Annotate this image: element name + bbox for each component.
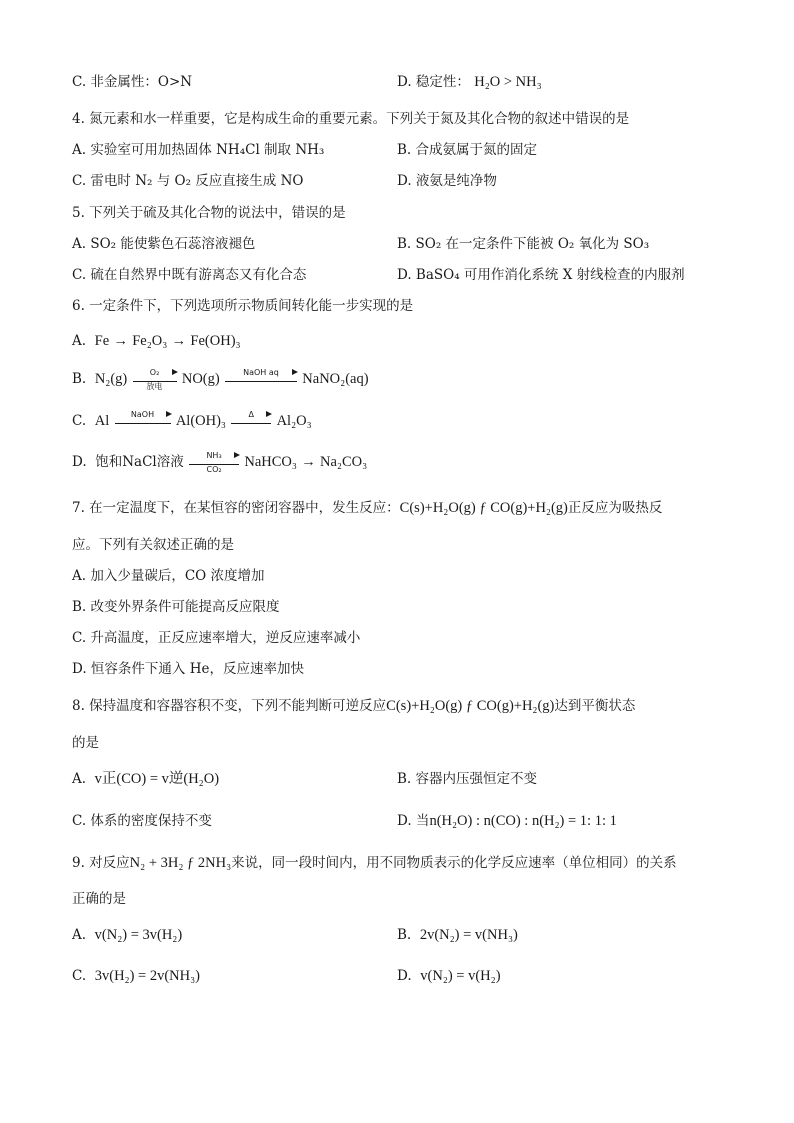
reaction-arrow-icon <box>231 410 271 433</box>
q8-option-c: C. 体系的密度保持不变 <box>72 813 212 829</box>
arrow-top-label: NaOH aq <box>243 368 279 377</box>
q6-option-d <box>72 451 367 474</box>
q4-option-b: B. 合成氨属于氮的固定 <box>397 142 538 158</box>
q8-option-b: B. 容器内压强恒定不变 <box>397 771 538 787</box>
q6-d-species-2: NaHCO₃ <box>244 454 297 470</box>
q6-a-species-2: Fe₂O₃ <box>132 333 168 349</box>
q8-stem <box>72 697 635 715</box>
q7-equation: C(s)+H₂O(g) ƒ CO(g)+H₂(g) <box>399 500 568 516</box>
q8-a-label: A. <box>72 771 87 787</box>
arrow-icon: → <box>171 333 187 349</box>
q9-option-a <box>72 926 182 944</box>
q7-stem-part2: 正反应为吸热反 <box>567 500 663 516</box>
q6-c-label: C. <box>72 413 87 429</box>
q6-a-species-1: Fe <box>94 333 110 349</box>
reaction-arrow-icon <box>225 368 297 391</box>
q6-a-label: A. <box>72 333 87 349</box>
q9-stem-part2: 来说，同一段时间内，用不同物质表示的化学反应速率（单位相同）的关系 <box>231 855 677 871</box>
q6-c-species-3: Al₂O₃ <box>276 413 312 429</box>
reaction-arrow-icon <box>133 368 177 391</box>
reaction-arrow-icon <box>115 410 171 433</box>
q3-option-c: C. 非金属性：O>N <box>72 74 193 90</box>
arrow-icon: → <box>301 454 316 470</box>
arrow-top-label: NH₃ <box>206 451 222 460</box>
q7-option-c: C. 升高温度，正反应速率增大，逆反应速率减小 <box>72 630 361 646</box>
q7-option-b: B. 改变外界条件可能提高反应限度 <box>72 599 280 615</box>
q9-option-d <box>397 967 501 985</box>
q6-b-label: B. <box>72 371 87 387</box>
q9-d-formula: v(N₂) = v(H₂) <box>420 968 501 984</box>
q5-option-a: A. SO₂ 能使紫色石蕊溶液褪色 <box>72 236 256 252</box>
q9-a-formula: v(N₂) = 3v(H₂) <box>94 927 183 943</box>
q6-d-label: D. <box>72 454 87 470</box>
q8-stem-part2: 达到平衡状态 <box>554 698 636 714</box>
arrow-icon: → <box>113 333 128 349</box>
q7-option-d: D. 恒容条件下通入 He，反应速率加快 <box>72 661 304 677</box>
q7-stem <box>72 499 662 517</box>
q6-option-a <box>72 332 241 350</box>
q8-stem-part1: 8. 保持温度和容器容积不变，下列不能判断可逆反应 <box>72 698 387 714</box>
arrow-top-label: NaOH <box>130 410 155 419</box>
q4-option-c: C. 雷电时 N₂ 与 O₂ 反应直接生成 NO <box>72 173 304 189</box>
reaction-arrow-icon <box>189 451 239 474</box>
q7-stem-line2: 应。下列有关叙述正确的是 <box>72 537 234 553</box>
q4-stem: 4. 氮元素和水一样重要，它是构成生命的重要元素。下列关于氮及其化合物的叙述中错误的是 <box>72 111 630 127</box>
q5-option-b: B. SO₂ 在一定条件下能被 O₂ 氧化为 SO₃ <box>397 236 650 252</box>
q6-b-species-1: N₂(g) <box>94 371 128 387</box>
q9-stem-part1: 9. 对反应 <box>72 855 130 871</box>
q9-d-label: D. <box>397 968 412 984</box>
q6-option-c <box>72 410 312 433</box>
q6-c-species-2: Al(OH)₃ <box>175 413 226 429</box>
q9-option-b <box>397 926 518 944</box>
q9-stem-line2: 正确的是 <box>72 891 126 907</box>
arrow-top-label: Δ <box>248 410 255 419</box>
q6-b-species-2: NO(g) <box>181 371 220 387</box>
q4-option-a: A. 实验室可用加热固体 NH₄Cl 制取 NH₃ <box>72 142 325 158</box>
q6-option-b <box>72 368 369 391</box>
q9-b-label: B. <box>397 927 412 943</box>
q8-equation: C(s)+H₂O(g) ƒ CO(g)+H₂(g) <box>386 698 555 714</box>
q6-d-species-1: 饱和NaCl溶液 <box>95 454 184 470</box>
arrow-top-label: O₂ <box>149 368 160 377</box>
q8-stem-line2: 的是 <box>72 735 99 751</box>
q7-stem-part1: 7. 在一定温度下，在某恒容的密闭容器中，发生反应： <box>72 500 400 516</box>
q3-option-d <box>397 73 542 91</box>
q6-stem: 6. 一定条件下，下列选项所示物质间转化能一步实现的是 <box>72 298 414 314</box>
arrow-bottom-label: CO₂ <box>206 465 222 474</box>
q8-d-formula: n(H₂O) : n(CO) : n(H₂) = 1: 1: 1 <box>429 813 617 829</box>
q9-option-c <box>72 967 200 985</box>
q6-b-species-3: NaNO₂(aq) <box>302 371 369 387</box>
q9-c-formula: 3v(H₂) = 2v(NH₃) <box>94 968 201 984</box>
q5-option-c: C. 硫在自然界中既有游离态又有化合态 <box>72 267 307 283</box>
q6-c-species-1: Al <box>94 413 110 429</box>
q5-stem: 5. 下列关于硫及其化合物的说法中，错误的是 <box>72 205 346 221</box>
q9-c-label: C. <box>72 968 87 984</box>
q8-option-a <box>72 770 219 788</box>
q6-a-species-3: Fe(OH)₃ <box>190 333 241 349</box>
q4-option-d: D. 液氨是纯净物 <box>397 173 497 189</box>
q8-a-formula: v正(CO) = v逆(H₂O) <box>94 771 220 787</box>
q5-option-d: D. BaSO₄ 可用作消化系统 X 射线检查的内服剂 <box>397 267 685 283</box>
q9-b-formula: 2v(N₂) = v(NH₃) <box>419 927 518 943</box>
q8-d-label: D. 当 <box>397 813 430 829</box>
q9-stem <box>72 854 677 872</box>
q6-d-species-3: Na₂CO₃ <box>320 454 368 470</box>
arrow-bottom-label: 放电 <box>146 382 163 391</box>
q8-option-d <box>397 812 617 830</box>
q7-option-a: A. 加入少量碳后，CO 浓度增加 <box>72 568 265 584</box>
q9-equation: N₂ + 3H₂ ƒ 2NH₃ <box>129 855 232 871</box>
q3-option-d-formula: H₂O > NH₃ <box>474 74 542 90</box>
q9-a-label: A. <box>72 927 87 943</box>
q3-option-d-label: D. 稳定性： <box>397 74 470 90</box>
